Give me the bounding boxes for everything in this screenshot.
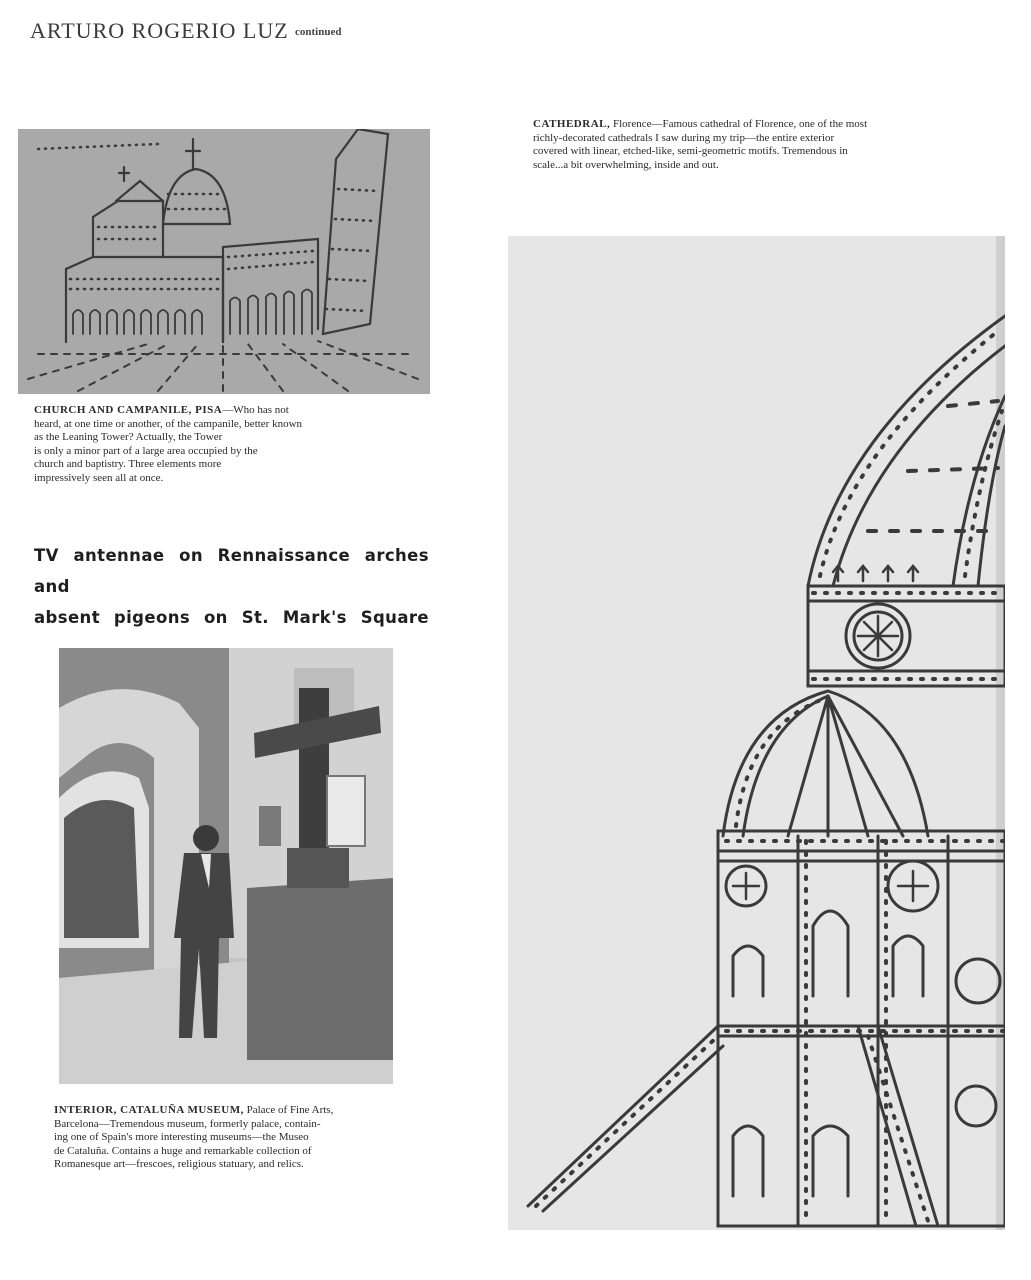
headline-line-2: absent pigeons on St. Mark's Square xyxy=(34,608,429,627)
pisa-drawing xyxy=(18,129,430,394)
museum-caption-line: Barcelona—Tremendous museum, formerly palace, contain- xyxy=(54,1117,321,1130)
museum-caption-line: Romanesque art—frescoes, religious statuary, and relics. xyxy=(54,1158,304,1171)
cathedral-caption-line: scale...a bit overwhelming, inside and out. xyxy=(533,158,719,171)
cathedral-caption xyxy=(533,118,973,172)
pisa-caption-line: as the Leaning Tower? Actually, the Tower xyxy=(34,431,223,444)
museum-caption xyxy=(54,1104,399,1172)
museum-caption-line: Palace of Fine Arts, xyxy=(243,1104,334,1116)
pisa-caption xyxy=(34,404,424,486)
page-header-title: ARTURO ROGERIO LUZ xyxy=(30,18,289,43)
museum-caption-line: de Cataluña. Contains a huge and remarkable collection of xyxy=(54,1144,312,1157)
headline-line-1: TV antennae on Rennaissance arches and xyxy=(34,546,429,596)
cathedral-caption-line: Florence—Famous cathedral of Florence, one of the most xyxy=(610,118,868,130)
pisa-caption-line: is only a minor part of a large area occupied by the xyxy=(34,444,258,457)
museum-caption-lead: INTERIOR, CATALUÑA MUSEUM, xyxy=(54,1104,244,1116)
cathedral-caption-line: covered with linear, etched-like, semi-geometric motifs. Tremendous in xyxy=(533,145,848,158)
florence-drawing xyxy=(508,236,1005,1230)
cathedral-caption-lead: CATHEDRAL, xyxy=(533,118,611,130)
pisa-caption-line: heard, at one time or another, of the campanile, better known xyxy=(34,417,303,430)
page-header-continued: continued xyxy=(295,26,342,38)
museum-photo xyxy=(59,648,393,1084)
pisa-caption-line: impressively seen all at once. xyxy=(34,471,164,484)
pisa-caption-lead: CHURCH AND CAMPANILE, PISA xyxy=(34,404,223,416)
pisa-caption-line: church and baptistry. Three elements more xyxy=(34,458,222,471)
cathedral-caption-line: richly-decorated cathedrals I saw during my trip—the entire exterior xyxy=(533,131,835,144)
section-headline xyxy=(34,540,429,633)
museum-caption-line: ing one of Spain's more interesting museums—the Museo xyxy=(54,1131,309,1144)
pisa-caption-line: —Who has not xyxy=(222,404,289,416)
